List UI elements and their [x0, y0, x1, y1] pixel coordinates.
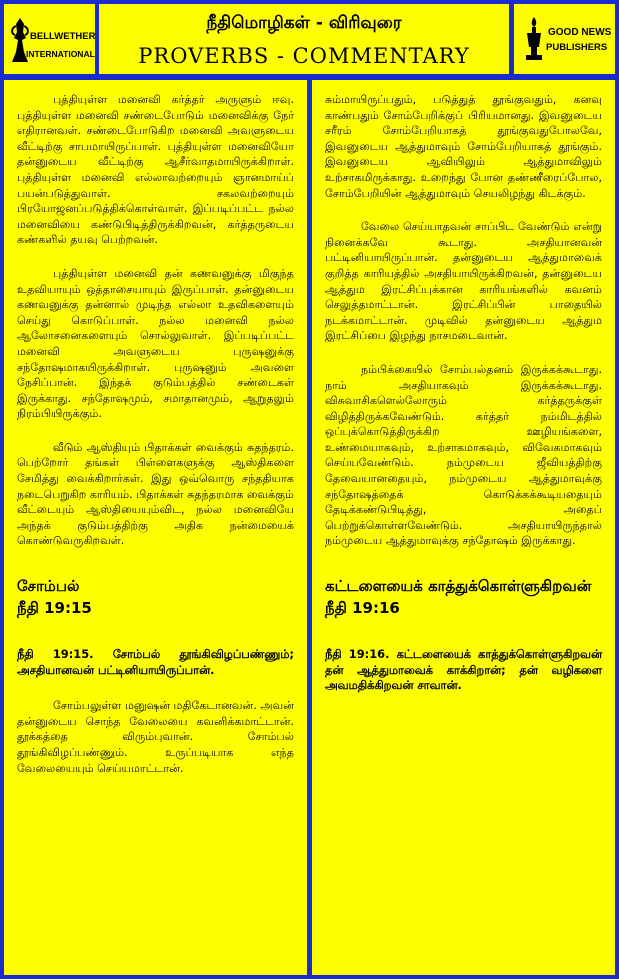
- verse-19-15: நீதி 19:15. சோம்பல் தூங்கிவிழப்பண்ணும்; அசதியானவன் பட்டினியாயிருப்பான்.: [17, 647, 294, 677]
- right-paragraph-3: நம்பிக்கையில் சோம்பல்தனம் இருக்கக்கூடாது. நாம் அசதியாகவும் இருக்கக்கூடாது. விசுவாசிகளெல்லோரும் கர்த்தருக்குள் விழித்திருக்கவேண்டும். கர்த்தர் நம்மிடத்தில் ஒப்புக்கொடுத்திருக்கிற ஊழியங்களை, உண்மையாகவும், உற்சாகமாகவும், விவேகமாகவும் செய்யவேண்டும். நம்முடைய ஜீவியத்திற்கு தேவையானதையும், நம்முடைய ஆத்துமாவுக்கு சந்தோஷத்தைக் கொடுக்கக்கூடியதையும் தேடிக்கண்டுபிடித்து, அதைப் பெற்றுக்கொள்ளவேண்டும். அசதியாயிருந்தால் நம்முடைய ஆத்துமாவுக்கு சந்தோஷம் இருக்காது.: [325, 362, 602, 548]
- title-english: PROVERBS - COMMENTARY: [138, 44, 470, 68]
- right-column: [312, 80, 615, 975]
- right-paragraph-2: வேலை செய்யாதவன் சாப்பிட வேண்டும் என்று நினைக்கவே கூடாது. அசதியானவன் பட்டினியாயிருப்பான். தன்னுடைய ஆத்துமாவைக் குறித்த காரியத்தில் அசதியாயிருக்கிறவன், தன்னுடைய ஆத்தும இரட்சிப்புக்கான காரியங்களில் கவனம் செலுத்தமாட்டான். இரட்சிப்பின் பாதையில் நடக்கமாட்டான். முடிவில் தன்னுடைய ஆத்தும இரட்சிப்பை இழந்து நாசமடைவான்.: [325, 220, 602, 343]
- left-paragraph-2: புத்தியுள்ள மனைவி தன் கணவனுக்கு மிகுந்த உதவியாயும் ஒத்தாசையாயும் இருப்பாள். தன்னுடைய கணவனுக்கு தன்னால் முடிந்த எல்லா உதவிகளையும் செய்து கொடுப்பாள். நல்ல மனைவி நல்ல ஆலோசனைகளையும் சொல்லுவாள். இப்படிப்பட்ட மனைவி அவளுடைய புருஷனுக்கு சந்தோஷமாகயிருக்கிறாள். புருஷனும் அவளை நேசிப்பான். இந்தக் குடும்பத்தில் சண்டைகள் இருக்காது. சந்தோஷமும், சமாதானமும், ஆறுதலும் நிரம்பியிருக்கும்.: [17, 266, 294, 421]
- left-logo-line2: INTERNATIONAL: [26, 49, 95, 59]
- right-paragraph-1: சும்மாயிருப்பதும், படுத்துத் தூங்குவதும், கனவு காண்பதும் சோம்பேறிக்குப் பிரியமானது. இவனுடைய சரீரம் சோம்பேறியாகத் தூங்குவதுபோலவே, இவனுடைய ஆத்துமாவும் சோம்பேறியாகத் தூங்கும். இவனுடைய ஆவியிலும் ஆத்துமாவிலும் உற்சாகமிருக்காது. உறைந்து போன தண்ணீரைப்போல, சோம்பேறியின் ஆத்துமாவும் செயலிழந்து கிடக்கும்.: [325, 93, 602, 200]
- good-news-logo: [514, 4, 615, 74]
- left-paragraph-3: வீடும் ஆஸ்தியும் பிதாக்கள் வைக்கும் சுதந்தரம். பெற்றோர் தங்கள் பிள்ளைகளுக்கு ஆஸ்திகளை சேமித்து வைக்கிறார்கள். இது ஒவ்வொரு சந்ததியாக நடைபெறுகிற காரியம். பிதாக்கள் சுதந்தரமாக வைக்கும் வீட்டையும் ஆஸ்தியையும்விட, நல்ல மனைவியே அந்தக் குடும்பத்திற்கு அதிக நன்மையைக் கொண்டுவருகிறவள்.: [17, 440, 294, 548]
- left-paragraph-4: சோம்பலுள்ள மனுஷன் மதிகேடானவன். அவன் தன்னுடைய சொந்த வேலையை கவனிக்கமாட்டான். தூக்கத்தை விரும்புவான். சோம்பல் தூங்கிவிழப்பண்ணும். உருப்படியாக எந்த வேலையையும் செய்யமாட்டான்.: [17, 699, 294, 775]
- title-tamil: நீதிமொழிகள் - விரிவுரை: [206, 13, 402, 33]
- section-reference: நீதி 19:15: [17, 599, 92, 618]
- left-column: [4, 80, 307, 975]
- section-heading-19-15: [17, 575, 294, 619]
- left-paragraph-1: புத்தியுள்ள மனைவி கர்த்தர் அருளும் ஈவு. புத்தியுள்ள மனைவி சண்டைபோடும் மனைவிக்கு நேர் எதிரானவள். சண்டைபோடுகிற மனைவி அவளுடைய வீட்டிற்கு சாபமாயிருப்பாள். புத்தியுள்ள மனைவியோ தன்னுடைய வீட்டிற்கு ஆசீர்வாதமாயிருக்கிறாள். புத்தியுள்ள மனைவி எல்லாவற்றையும் ஞானமாய்ப் பயன்படுத்துவாள். சகலவற்றையும் பிரயோஜனப்படுத்திக்கொள்வாள். இப்படிப்பட்ட நல்ல மனைவியை கண்டுபிடித்திருக்கிறவன், கர்த்தருடைய கண்களில் தயவு பெற்றவன்.: [17, 93, 294, 247]
- lamp-icon: [524, 17, 544, 61]
- right-logo-line2: PUBLISHERS: [546, 42, 608, 53]
- right-logo-line1: GOOD NEWS: [548, 27, 612, 38]
- page-header: [99, 4, 509, 74]
- section-title: கட்டளையைக் காத்துக்கொள்ளுகிறவன்: [325, 577, 592, 596]
- left-logo-line1: BELLWETHER: [30, 31, 96, 42]
- verse-19-16: நீதி 19:16. கட்டளையைக் காத்துக்கொள்ளுகிறவன் தன் ஆத்துமாவைக் காக்கிறான்; தன் வழிகளை அவமதிக்கிறவன் சாவான்.: [325, 647, 602, 693]
- section-reference: நீதி 19:16: [325, 599, 400, 618]
- section-heading-19-16: [325, 575, 602, 619]
- section-title: சோம்பல்: [17, 577, 80, 596]
- bellwether-logo: [4, 4, 95, 74]
